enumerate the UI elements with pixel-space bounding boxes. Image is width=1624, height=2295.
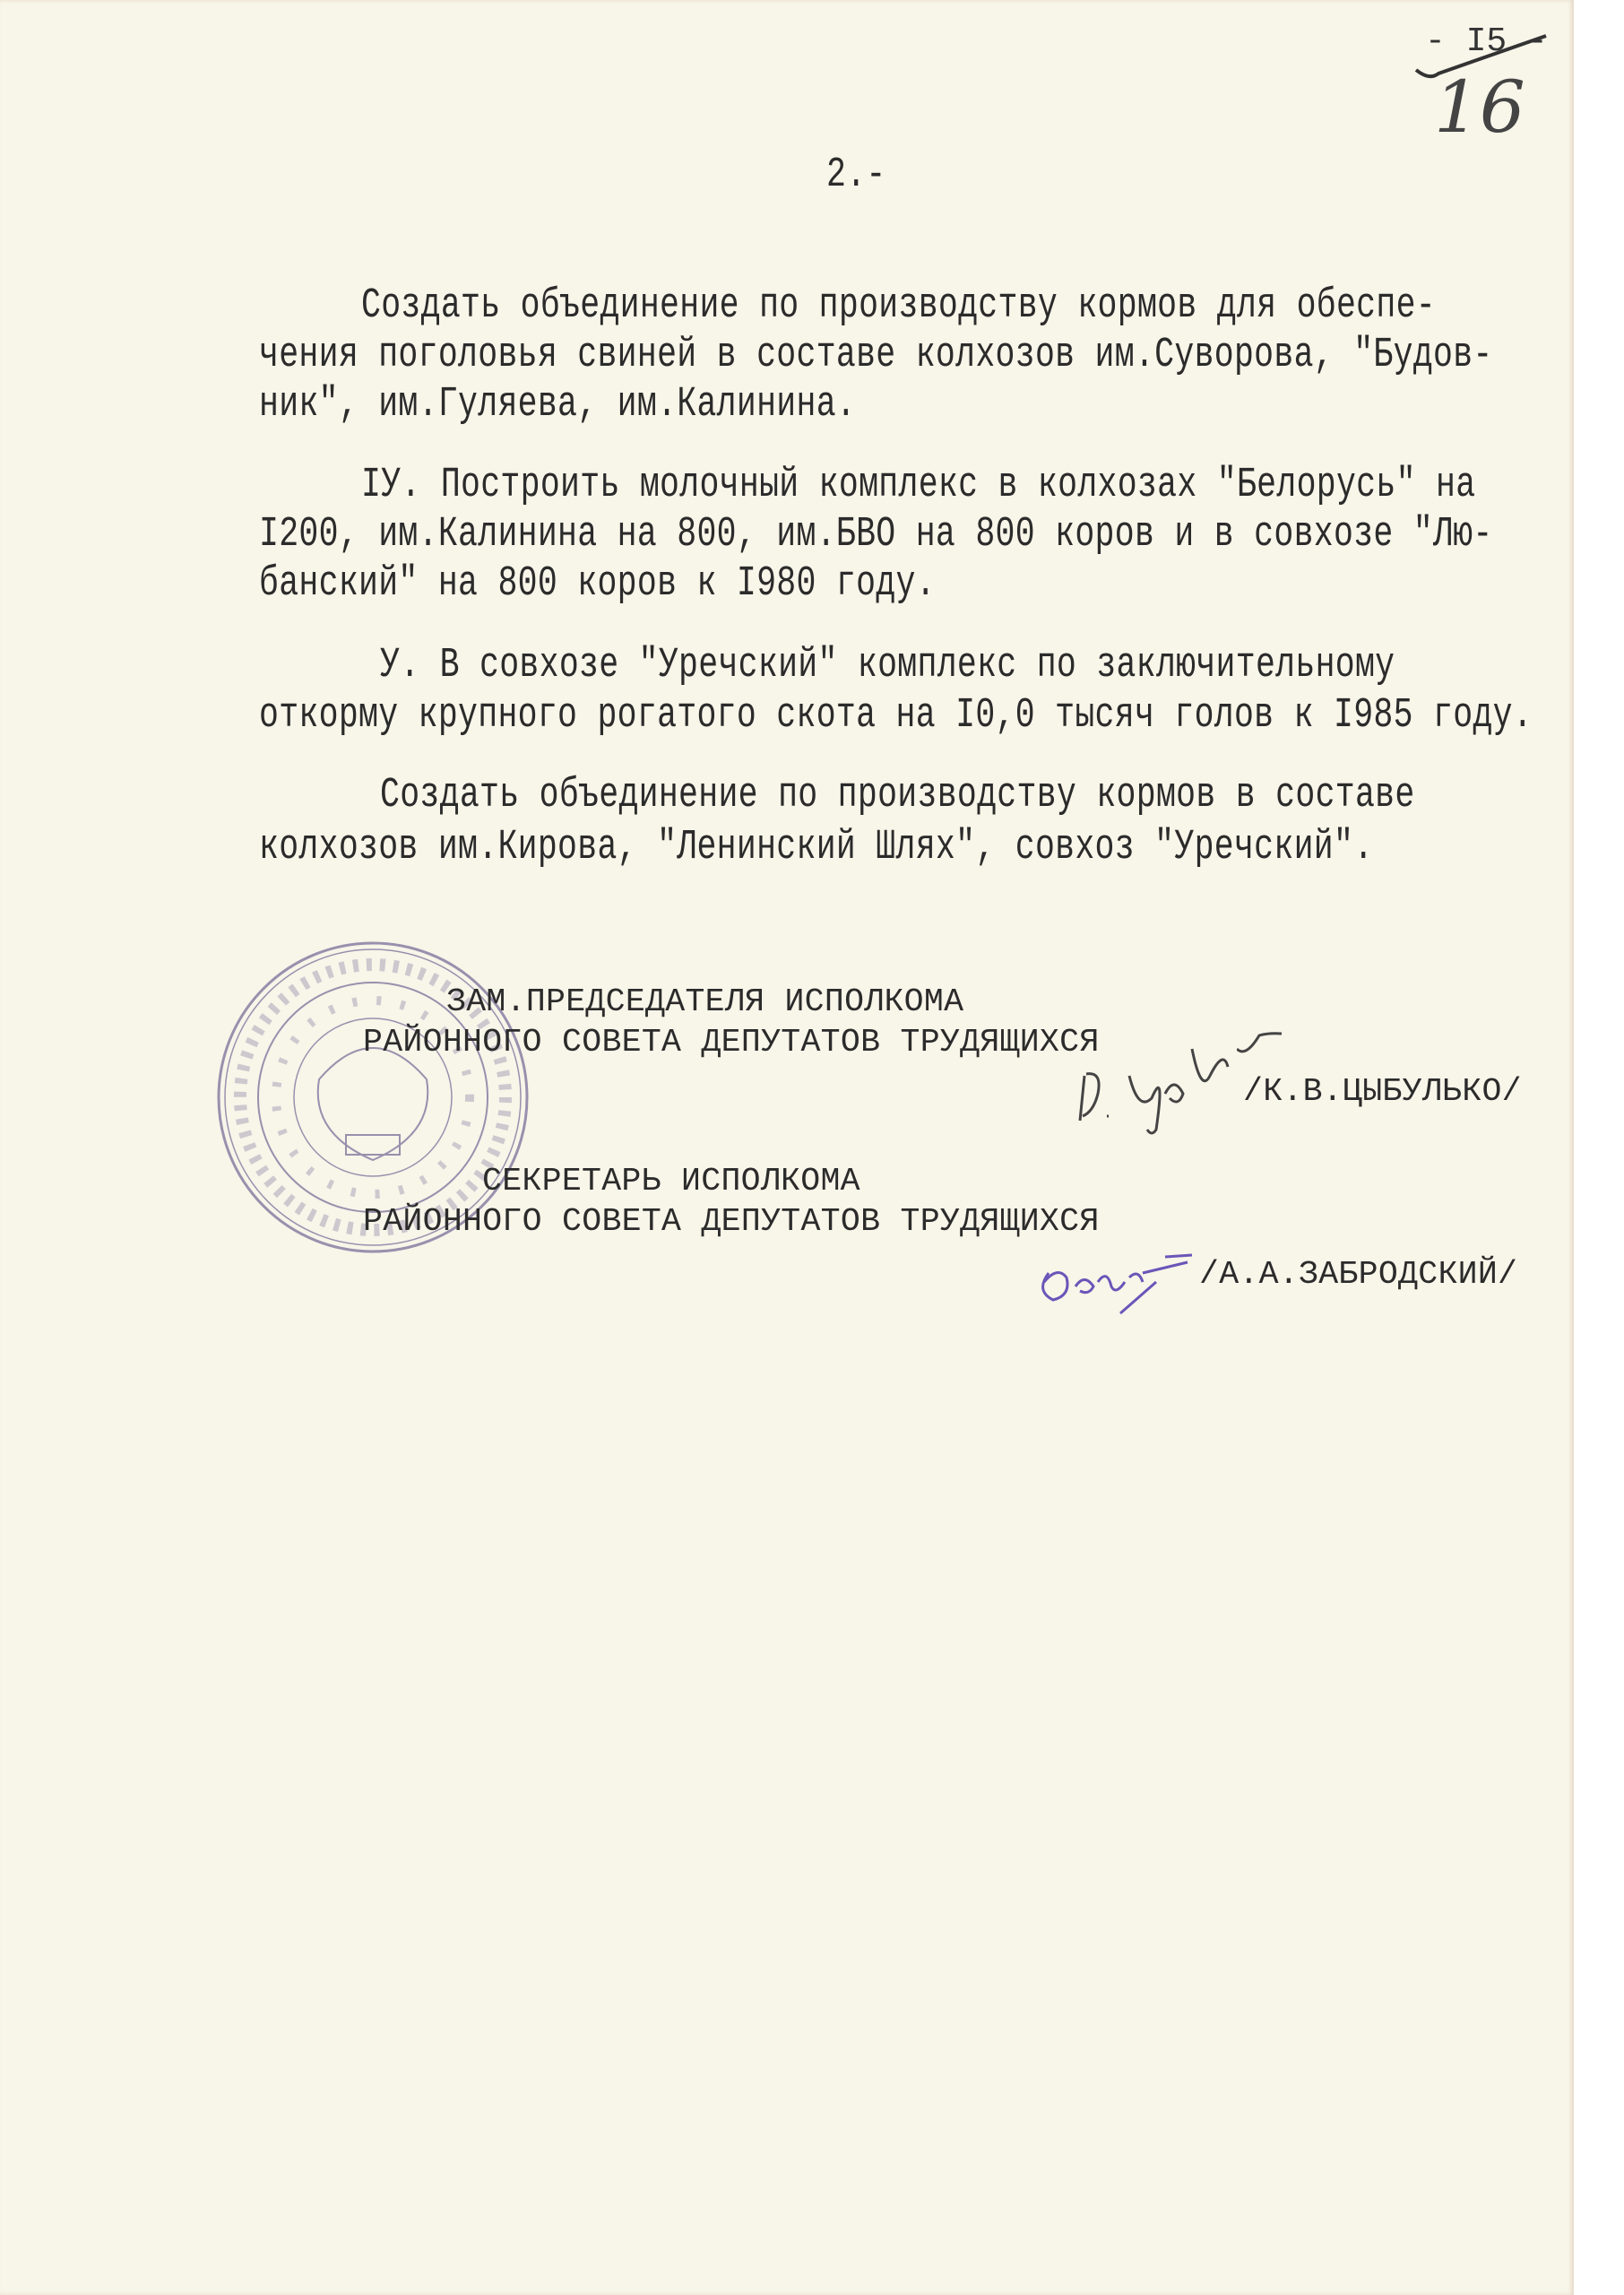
- handwritten-signature: [1067, 1022, 1237, 1139]
- text-line: откорму крупного рогатого скота на I0,0 тысяч голов к I985 году.: [259, 691, 1533, 740]
- text-line: Создать объединение по производству кормов в составе: [380, 771, 1415, 819]
- signatory-title: РАЙОННОГО СОВЕТА ДЕПУТАТОВ ТРУДЯЩИХСЯ: [363, 1024, 1100, 1061]
- signatory-name: /К.В.ЦЫБУЛЬКО/: [1243, 1073, 1522, 1110]
- text-line: банский" на 800 коров к I980 году.: [259, 559, 936, 608]
- signatory-title: СЕКРЕТАРЬ ИСПОЛКОМА: [482, 1163, 860, 1199]
- archive-page-number-old: - I5 -: [1425, 22, 1548, 61]
- text-line: IУ. Построить молочный комплекс в колхозах "Белорусь" на: [361, 461, 1476, 509]
- text-line: У. В совхозе "Уречский" комплекс по заключительному: [380, 641, 1395, 689]
- text-line: Создать объединение по производству кормов для обеспе-: [361, 281, 1436, 330]
- text-line: ник", им.Гуляева, им.Калинина.: [259, 380, 857, 429]
- handwritten-signature-tail: [1237, 1031, 1371, 1071]
- signatory-title: ЗАМ.ПРЕДСЕДАТЕЛЯ ИСПОЛКОМА: [446, 983, 964, 1020]
- signatory-title: РАЙОННОГО СОВЕТА ДЕПУТАТОВ ТРУДЯЩИХСЯ: [363, 1203, 1100, 1240]
- text-line: I200, им.Калинина на 800, им.БВО на 800 коров и в совхозе "Лю-: [259, 510, 1493, 559]
- archive-page-number-new: 16: [1434, 65, 1525, 149]
- page-number: 2.-: [826, 151, 886, 199]
- text-line: колхозов им.Кирова, "Ленинский Шлях", совхоз "Уречский".: [259, 823, 1374, 871]
- signatory-name: /А.А.ЗАБРОДСКИЙ/: [1199, 1256, 1518, 1293]
- handwritten-signature: [1031, 1246, 1196, 1318]
- text-line: чения поголовья свиней в составе колхозов им.Суворова, "Будов-: [259, 331, 1493, 379]
